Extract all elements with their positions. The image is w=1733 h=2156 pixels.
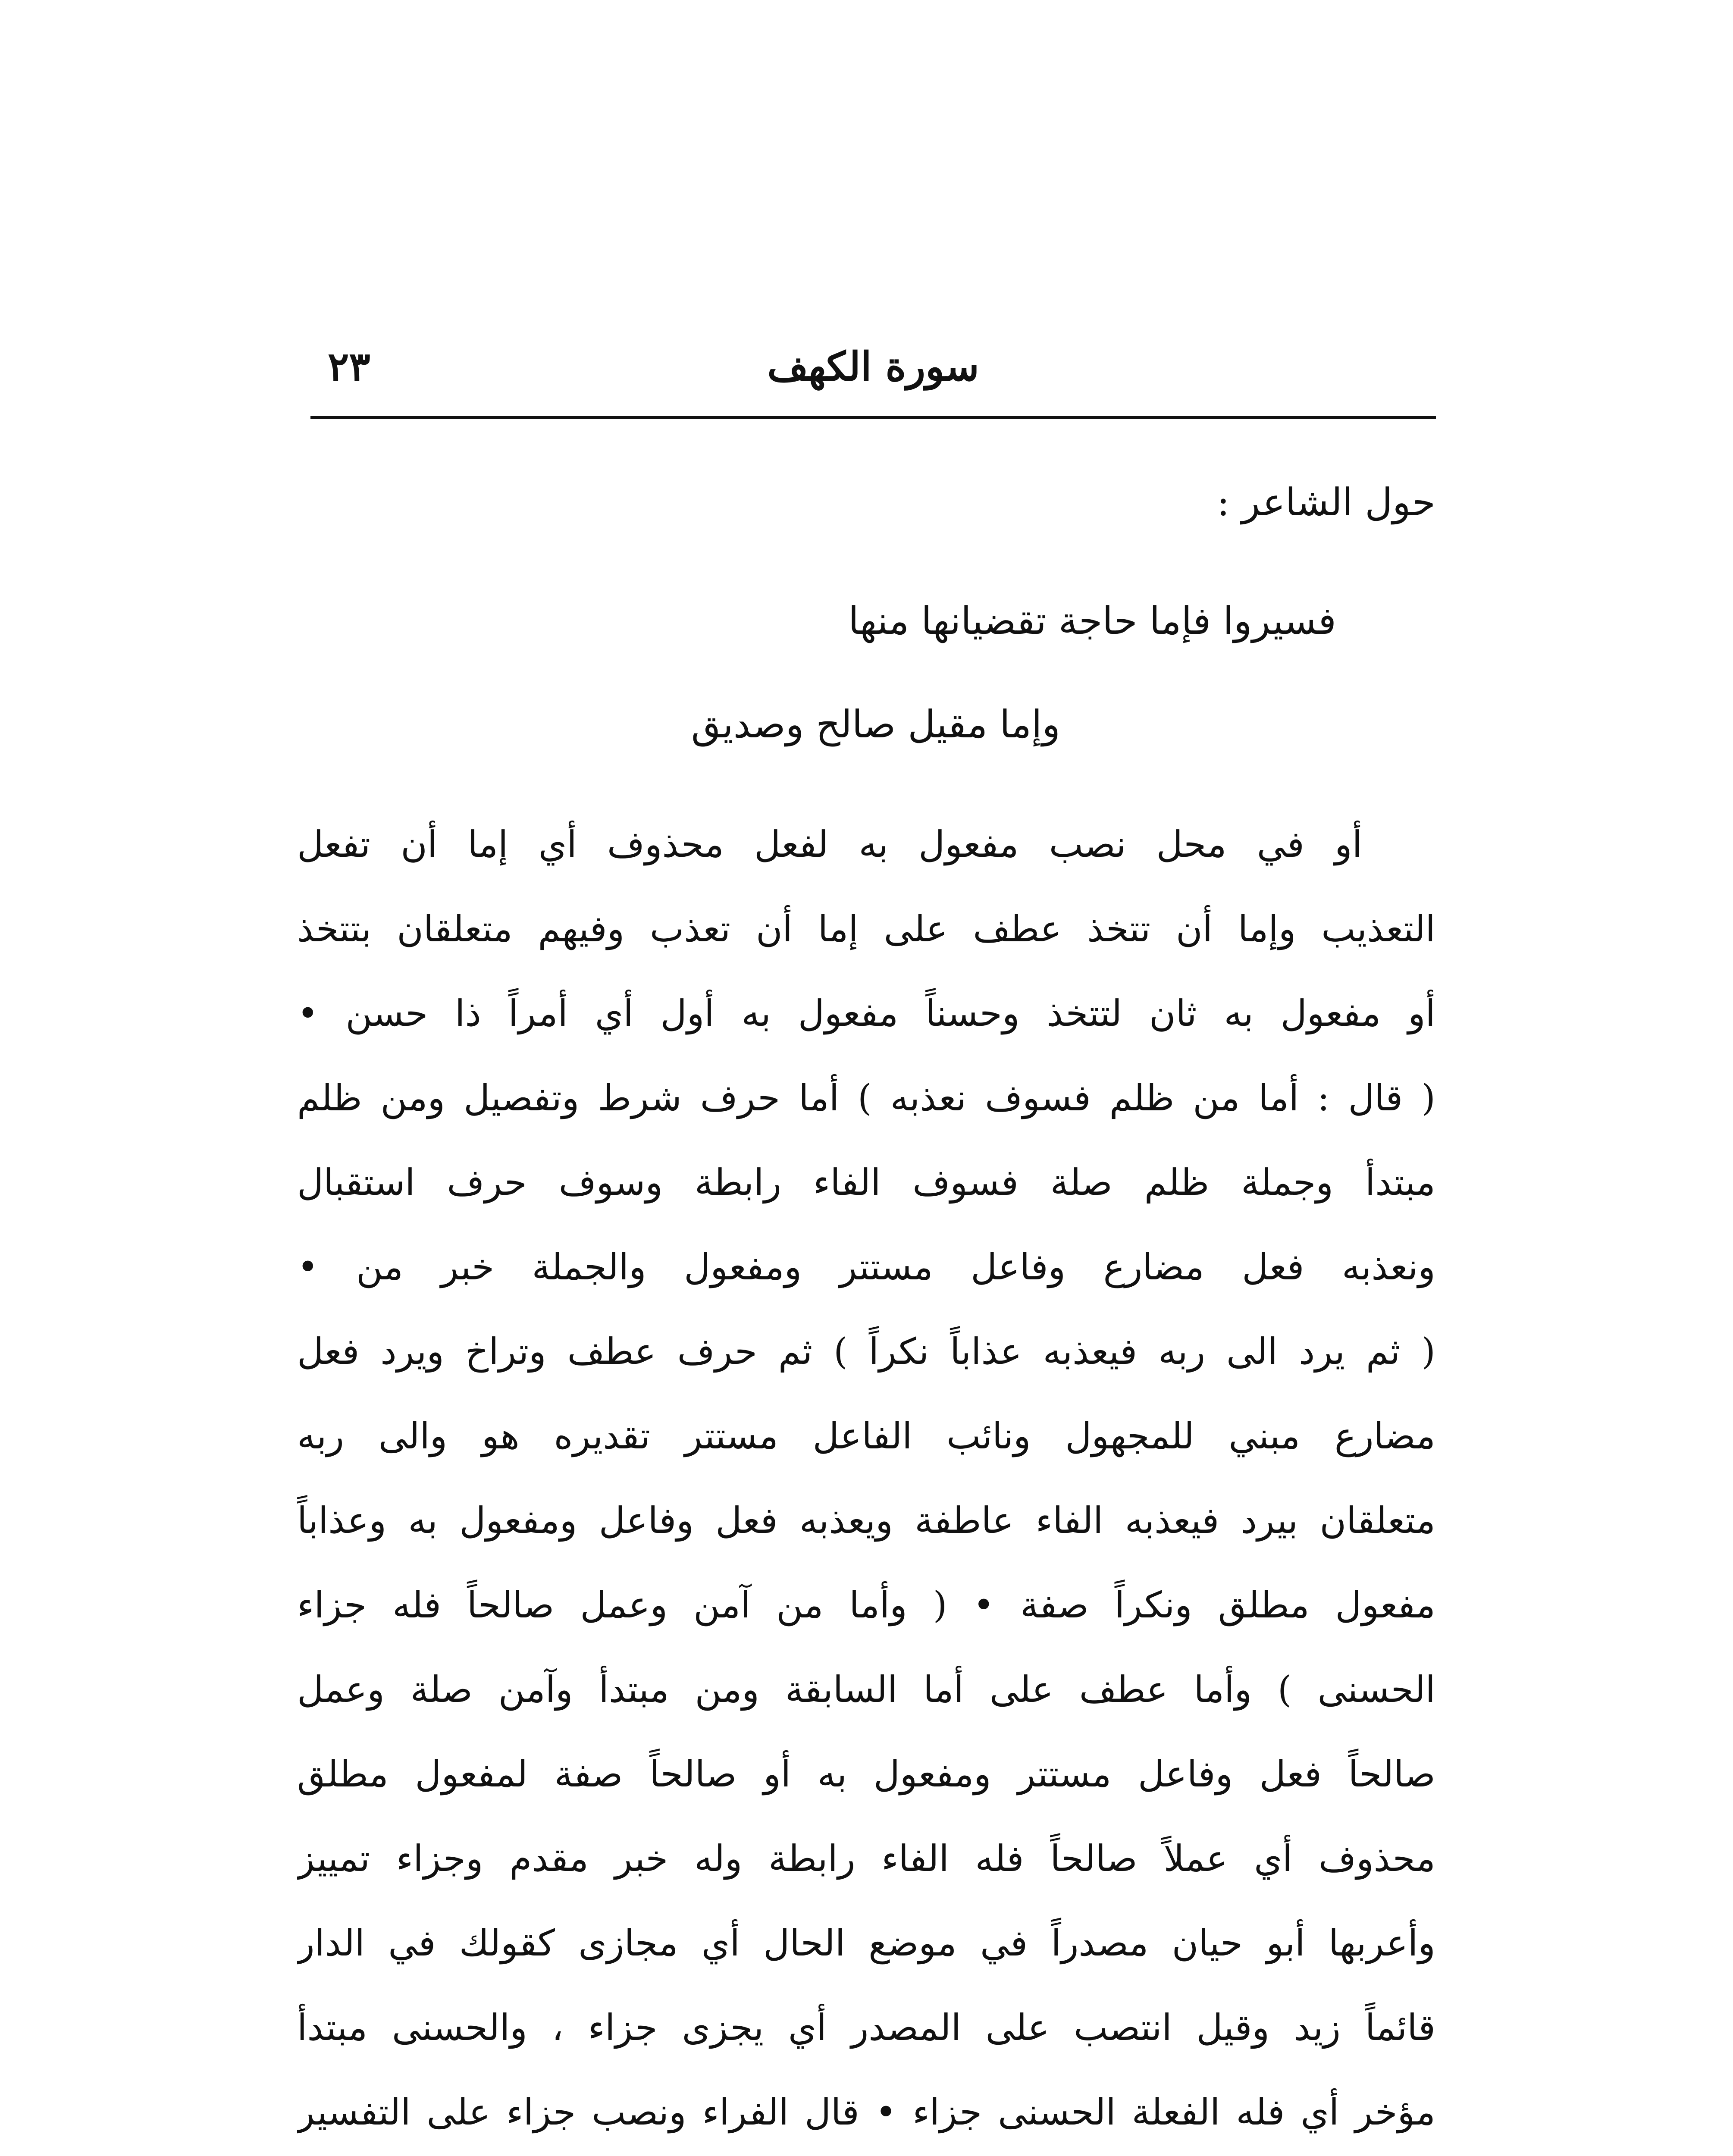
body-line: ( ثم يرد الى ربه فيعذبه عذاباً نكراً ) ثم حرف عطف وتراخ ويرد فعل: [297, 1330, 1435, 1373]
body-line: مفعول مطلق ونكراً صفة • ( وأما من آمن وعمل صالحاً فله جزاء: [297, 1584, 1435, 1626]
intro-line: حول الشاعر :: [1216, 480, 1435, 524]
body-line: قائماً زيد وقيل انتصب على المصدر أي يجزى جزاء ، والحسنى مبتدأ: [297, 2006, 1435, 2049]
body-line: وأعربها أبو حيان مصدراً في موضع الحال أي مجازى كقولك في الدار: [297, 1922, 1435, 1964]
page-header: [310, 332, 1436, 401]
body-line: الحسنى ) وأما عطف على أما السابقة ومن مبتدأ وآمن صلة وعمل: [297, 1668, 1435, 1711]
body-line: محذوف أي عملاً صالحاً فله الفاء رابطة وله خبر مقدم وجزاء تمييز: [297, 1837, 1435, 1880]
body-line: مضارع مبني للمجهول ونائب الفاعل مستتر تقديره هو والى ربه: [297, 1415, 1435, 1457]
body-line: ( قال : أما من ظلم فسوف نعذبه ) أما حرف شرط وتفصيل ومن ظلم: [297, 1077, 1435, 1119]
header-divider: [310, 416, 1436, 419]
body-line: ونعذبه فعل مضارع وفاعل مستتر ومفعول والجملة خبر من •: [297, 1246, 1435, 1288]
body-line: أو مفعول به ثان لتتخذ وحسناً مفعول به أول أي أمراً ذا حسن •: [297, 992, 1435, 1034]
body-line: صالحاً فعل وفاعل مستتر ومفعول به أو صالحاً صفة لمفعول مطلق: [297, 1753, 1435, 1795]
body-line: متعلقان بيرد فيعذبه الفاء عاطفة ويعذبه فعل وفاعل ومفعول به وعذاباً: [297, 1499, 1435, 1542]
verse-line-2: وإما مقيل صالح وصديق: [691, 702, 1060, 746]
body-line: التعذيب وإما أن تتخذ عطف على إما أن تعذب وفيهم متعلقان بتتخذ: [297, 908, 1435, 950]
body-line: مؤخر أي فله الفعلة الحسنى جزاء • قال الفراء ونصب جزاء على التفسير: [297, 2091, 1435, 2133]
page-number: ٢٣: [328, 343, 370, 390]
page-title: سورة الكهف: [767, 343, 979, 390]
body-line: مبتدأ وجملة ظلم صلة فسوف الفاء رابطة وسوف حرف استقبال: [297, 1161, 1435, 1203]
body-line: أو في محل نصب مفعول به لفعل محذوف أي إما أن تفعل: [297, 823, 1362, 865]
verse-line-1: فسيروا فإما حاجة تقضيانها منها: [848, 599, 1336, 643]
body-text: [297, 802, 1435, 2156]
body-line: [297, 2154, 1435, 2156]
